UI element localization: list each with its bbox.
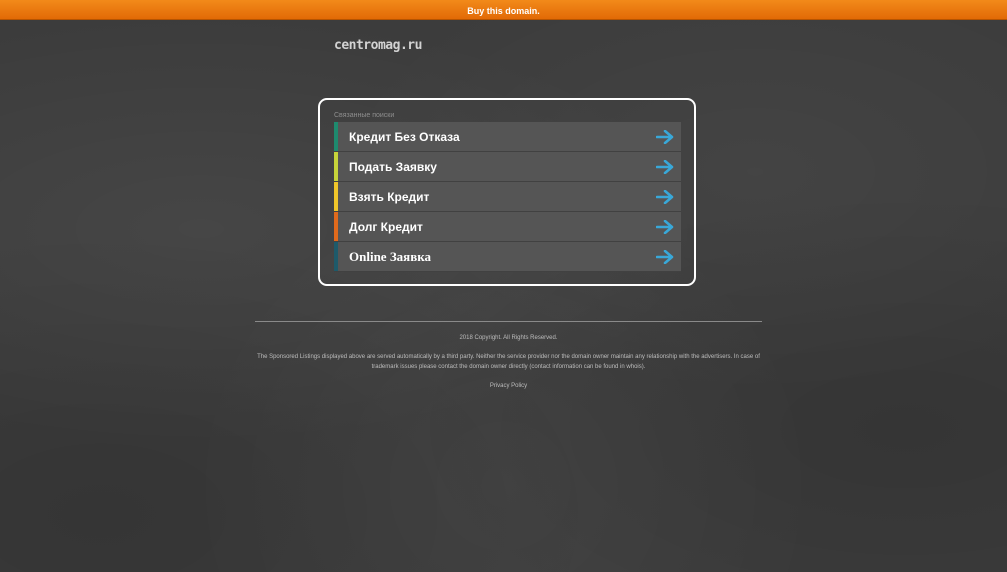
copyright-text: 2018 Copyright. All Rights Reserved. <box>459 335 558 341</box>
related-searches-label: Связанные поиски <box>334 112 395 119</box>
color-stripe <box>334 212 338 241</box>
domain-title: centromag.ru <box>334 38 422 53</box>
buy-domain-link[interactable]: Buy this domain. <box>467 6 540 16</box>
related-link-label: Online Заявка <box>349 249 432 264</box>
related-link-label: Взять Кредит <box>349 190 430 204</box>
arrow-right-icon <box>656 220 674 234</box>
related-link-take-credit[interactable] <box>334 182 681 212</box>
color-stripe <box>334 122 338 151</box>
arrow-right-icon <box>656 190 674 204</box>
arrow-right-icon <box>656 160 674 174</box>
arrow-right-icon <box>656 130 674 144</box>
privacy-policy-link[interactable]: Privacy Policy <box>489 383 528 389</box>
related-link-credit-no-refusal[interactable] <box>334 122 681 152</box>
related-links-list <box>334 122 681 272</box>
disclaimer-text: The Sponsored Listings displayed above are served automatically by a third party. Neither the service provider nor the domain owner maintain any relationship with the advertisers. In case of trademark issues please contact the domain owner directly (contact information can be found in whois). <box>257 354 760 370</box>
color-stripe <box>334 182 338 211</box>
buy-domain-bar <box>0 0 1007 20</box>
related-link-label: Подать Заявку <box>349 160 437 174</box>
related-link-online-application[interactable] <box>334 242 681 272</box>
related-link-debt-credit[interactable] <box>334 212 681 242</box>
related-link-submit-application[interactable] <box>334 152 681 182</box>
footer-divider <box>255 321 762 322</box>
related-link-label: Кредит Без Отказа <box>349 130 460 144</box>
related-link-label: Долг Кредит <box>349 220 423 234</box>
color-stripe <box>334 152 338 181</box>
color-stripe <box>334 242 338 271</box>
arrow-right-icon <box>656 250 674 264</box>
